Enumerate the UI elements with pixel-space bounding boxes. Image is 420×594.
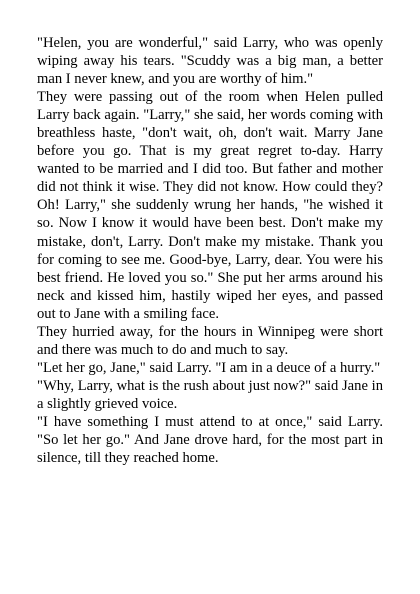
paragraph: "Why, Larry, what is the rush about just now?" said Jane in a slightly grieved voice.	[37, 377, 383, 412]
paragraph: They were passing out of the room when Helen pulled Larry back again. "Larry," she said, her words coming with breathless haste, "don't wait, oh, don't wait. Marry Jane before you go. That is my great regret to-day. Harry wanted to be married and I did too. But father and mother did not think it wise. They did not know. How could they? Oh! Larry," she suddenly wrung her hands, "he wished it so. Now I know it would have been best. Don't make my mistake, don't, Larry. Don't make my mistake. Thank you for coming to see me. Good-bye, Larry, dear. You were his best friend. He loved you so." She put her arms around his neck and kissed him, hastily wiped her eyes, and passed out to Jane with a smiling face.	[37, 89, 383, 322]
paragraph: "Let her go, Jane," said Larry. "I am in a deuce of a hurry."	[37, 359, 381, 376]
paragraph: They hurried away, for the hours in Winnipeg were short and there was much to do and much to say.	[37, 323, 383, 358]
paragraph: "I have something I must attend to at once," said Larry. "So let her go." And Jane drove hard, for the most part in silence, till they reached home.	[37, 413, 383, 467]
book-page-text	[37, 34, 383, 467]
paragraph: "Helen, you are wonderful," said Larry, who was openly wiping away his tears. "Scuddy was a big man, a better man I never knew, and you are worthy of him."	[37, 35, 383, 88]
